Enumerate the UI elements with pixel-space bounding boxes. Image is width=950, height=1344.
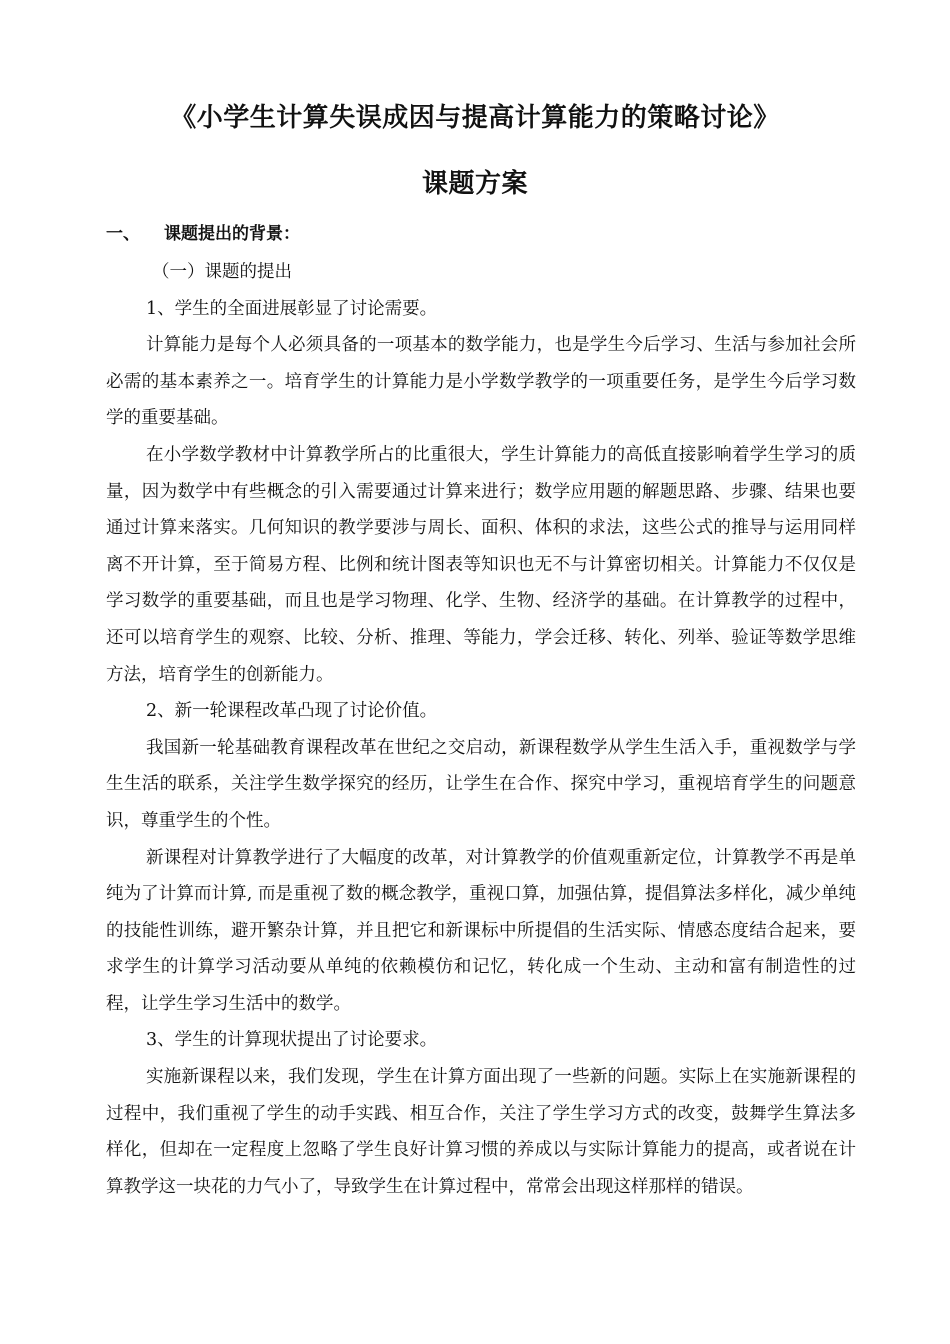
- subsection-heading: （一）课题的提出: [152, 262, 292, 282]
- paragraph-3: 我国新一轮基础教育课程改革在世纪之交启动，新课程数学从学生生活入手，重视数学与学生生活的联系，关注学生数学探究的经历，让学生在合作、探究中学习，重视培育学生的问题意识，尊重学生的个性。: [106, 737, 856, 831]
- paragraph-5: 实施新课程以来，我们发现，学生在计算方面出现了一些新的问题。实际上在实施新课程的过程中，我们重视了学生的动手实践、相互合作，关注了学生学习方式的改变，鼓舞学生算法多样化，但却在一定程度上忽略了学生良好计算习惯的养成以与实际计算能力的提高，或者说在计算教学这一块花的力气小了，导致学生在计算过程中，常常会出现这样那样的错误。: [106, 1067, 856, 1197]
- paragraph-1: 计算能力是每个人必须具备的一项基本的数学能力，也是学生今后学习、生活与参加社会所必需的基本素养之一。培育学生的计算能力是小学数学教学的一项重要任务，是学生今后学习数学的重要基础。: [106, 335, 856, 429]
- document-body: [106, 254, 856, 1205]
- section-heading: [106, 219, 300, 244]
- section-number: 一、: [106, 224, 140, 244]
- document-title: 《小学生计算失误成因与提高计算能力的策略讨论》: [170, 103, 780, 133]
- document-subtitle: 课题方案: [421, 169, 528, 199]
- point-heading-3: 3、学生的计算现状提出了讨论要求。: [146, 1030, 438, 1051]
- paragraph-2: 在小学数学教材中计算教学所占的比重很大，学生计算能力的高低直接影响着学生学习的质量，因为数学中有些概念的引入需要通过计算来进行；数学应用题的解题思路、步骤、结果也要通过计算来落实。几何知识的教学要涉与周长、面积、体积的求法，这些公式的推导与运用同样离不开计算，至于简易方程、比例和统计图表等知识也无不与计算密切相关。计算能力不仅仅是学习数学的重要基础，而且也是学习物理、化学、生物、经济学的基础。在计算教学的过程中，还可以培育学生的观察、比较、分析、推理、等能力，学会迁移、转化、列举、验证等数学思维方法，培育学生的创新能力。: [106, 444, 856, 685]
- paragraph-4: 新课程对计算教学进行了大幅度的改革，对计算教学的价值观重新定位，计算教学不再是单纯为了计算而计算, 而是重视了数的概念教学，重视口算，加强估算，提倡算法多样化，减少单纯的技能性训练，避开繁杂计算，并且把它和新课标中所提倡的生活实际、情感态度结合起来，要求学生的计算学习活动要从单纯的依赖模仿和记忆，转化成一个生动、主动和富有制造性的过程，让学生学习生活中的数学。: [106, 847, 856, 1014]
- section-heading-text: 课题提出的背景：: [164, 224, 300, 244]
- point-heading-1: 1、学生的全面进展彰显了讨论需要。: [146, 298, 438, 319]
- point-heading-2: 2、新一轮课程改革凸现了讨论价值。: [146, 701, 438, 722]
